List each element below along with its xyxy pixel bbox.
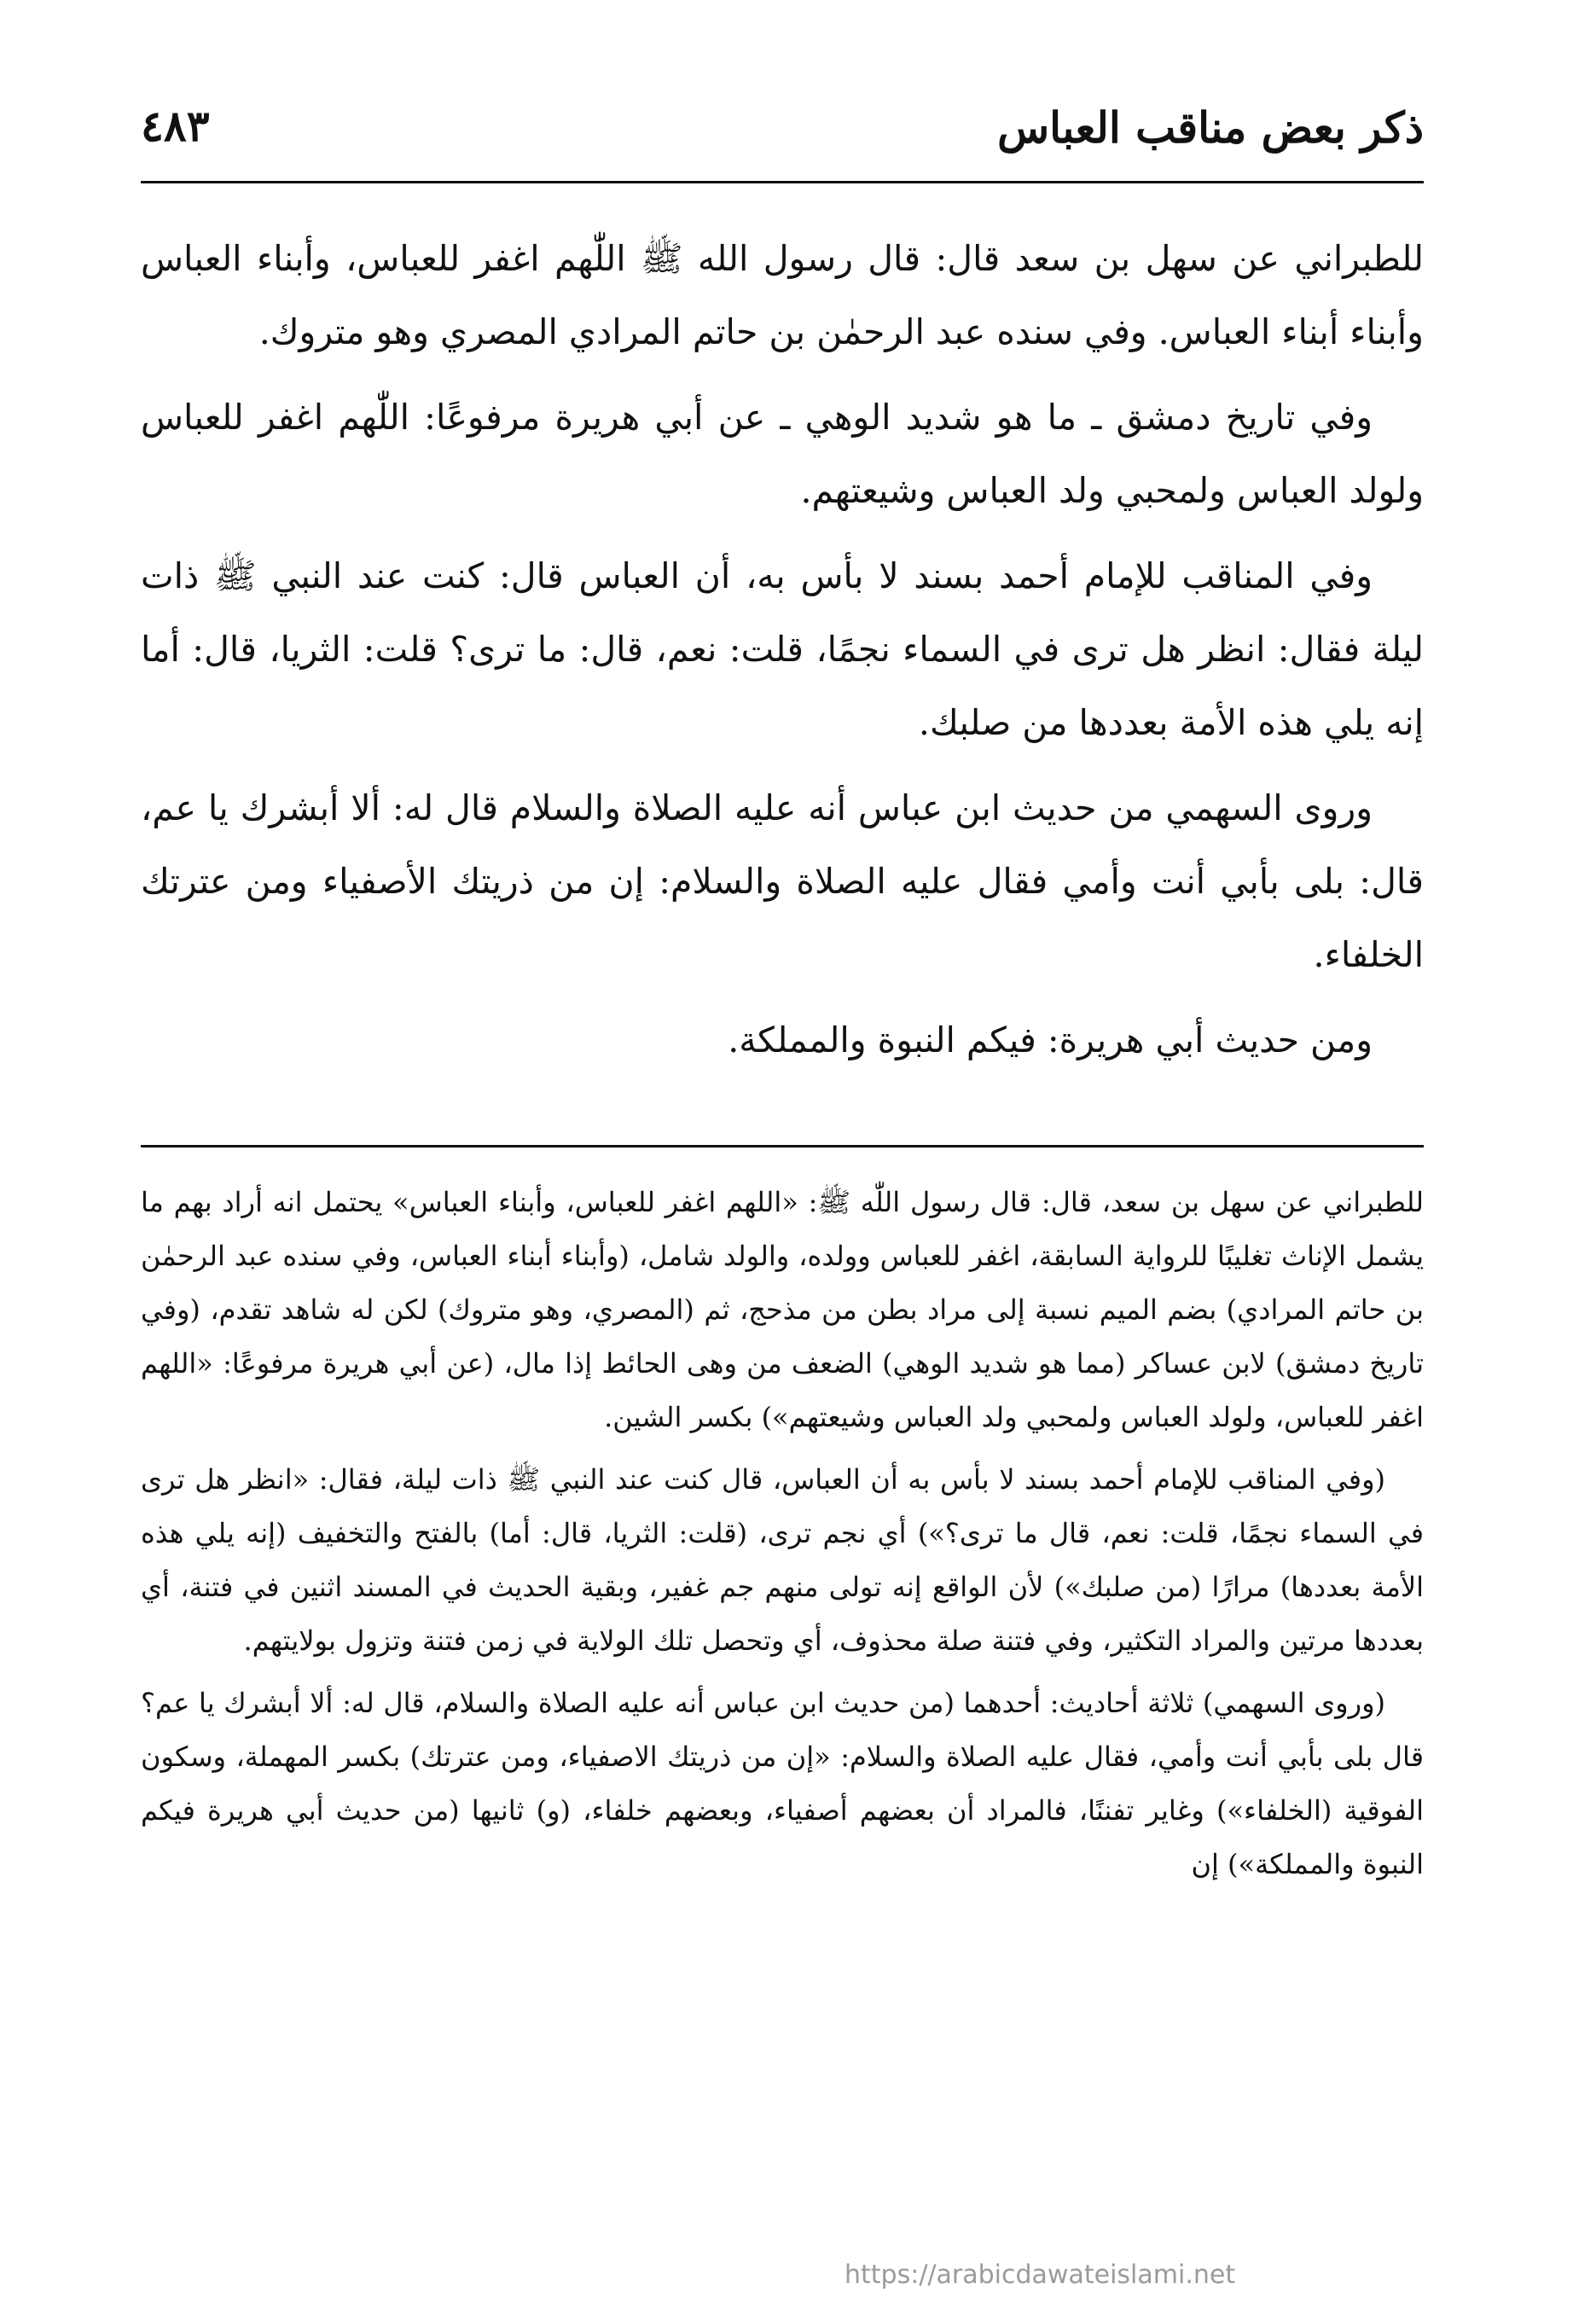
- main-paragraph: وفي تاريخ دمشق ـ ما هو شديد الوهي ـ عن أبي هريرة مرفوعًا: اللّٰهم اغفر للعباس ولولد العباس ولمحبي ولد العباس وشيعتهم.: [141, 397, 1424, 511]
- watermark: https://arabicdawateislami.net: [845, 2260, 1236, 2290]
- commentary-paragraph: (وفي المناقب للإمام أحمد بسند لا بأس به أن العباس، قال كنت عند النبي ﷺ ذات ليلة، فقال: «انظر هل ترى في السماء نجمًا، قلت: نعم، قال ما ترى؟») أي نجم ترى، (قلت: الثريا، قال: أما) بالفتح والتخفيف (إنه يلي هذه الأمة بعددها) مرارًا (من صلبك») لأن الواقع إنه تولى منهم جم غفير، وبقية الحديث في المسند اثنين في فتنة، أي بعددها مرتين والمراد التكثير، وفي فتنة صلة محذوف، أي وتحصل تلك الولاية في زمن فتنة وتزول بولايتهم.: [141, 1463, 1425, 1657]
- section-divider: [141, 1145, 1424, 1147]
- commentary-text: [141, 1176, 1424, 1900]
- running-title: ذكر بعض مناقب العباس: [997, 102, 1424, 153]
- commentary-paragraph: (وروى السهمي) ثلاثة أحاديث: أحدهما (من حديث ابن عباس أنه عليه الصلاة والسلام، قال له: ألا أبشرك يا عم؟ قال بلى بأبي أنت وأمي، فقال عليه الصلاة والسلام: «إن من ذريتك الاصفياء، ومن عترتك) بكسر المهملة، وسكون الفوقية (الخلفاء») وغاير تفننًا، فالمراد أن بعضهم أصفياء، وبعضهم خلفاء، (و) ثانيها (من حديث أبي هريرة فيكم النبوة والمملكة») إن: [141, 1687, 1425, 1880]
- main-paragraph: وروى السهمي من حديث ابن عباس أنه عليه الصلاة والسلام قال له: ألا أبشرك يا عم، قال: بلى بأبي أنت وأمي فقال عليه الصلاة والسلام: إن من ذريتك الأصفياء ومن عترتك الخلفاء.: [141, 787, 1424, 975]
- page-number: ٤٨٣: [141, 101, 210, 151]
- header-rule: [141, 181, 1424, 183]
- main-paragraph: للطبراني عن سهل بن سعد قال: قال رسول الله ﷺ اللّٰهم اغفر للعباس، وأبناء العباس وأبناء أبناء العباس. وفي سنده عبد الرحمٰن بن حاتم المرادي المصري وهو متروك.: [141, 238, 1424, 352]
- main-text: [141, 222, 1424, 1089]
- commentary-paragraph: للطبراني عن سهل بن سعد، قال: قال رسول اللّٰه ﷺ: «اللهم اغفر للعباس، وأبناء العباس» يحتمل انه أراد بهم ما يشمل الإناث تغليبًا للرواية السابقة، اغفر للعباس وولده، والولد شامل، (وأبناء أبناء العباس، وفي سنده عبد الرحمٰن بن حاتم المرادي) بضم الميم نسبة إلى مراد بطن من مذحج، ثم (المصري، وهو متروك) لكن له شاهد تقدم، (وفي تاريخ دمشق) لابن عساكر (مما هو شديد الوهي) الضعف من وهى الحائط إذا مال، (عن أبي هريرة مرفوعًا: «اللهم اغفر للعباس، ولولد العباس ولمحبي ولد العباس وشيعتهم») بكسر الشين.: [141, 1186, 1425, 1433]
- main-paragraph: وفي المناقب للإمام أحمد بسند لا بأس به، أن العباس قال: كنت عند النبي ﷺ ذات ليلة فقال: انظر هل ترى في السماء نجمًا، قلت: نعم، قال: ما ترى؟ قلت: الثريا، قال: أما إنه يلي هذه الأمة بعددها من صلبك.: [141, 555, 1424, 743]
- main-paragraph: ومن حديث أبي هريرة: فيكم النبوة والمملكة.: [728, 1020, 1373, 1060]
- page-header: [141, 85, 1424, 179]
